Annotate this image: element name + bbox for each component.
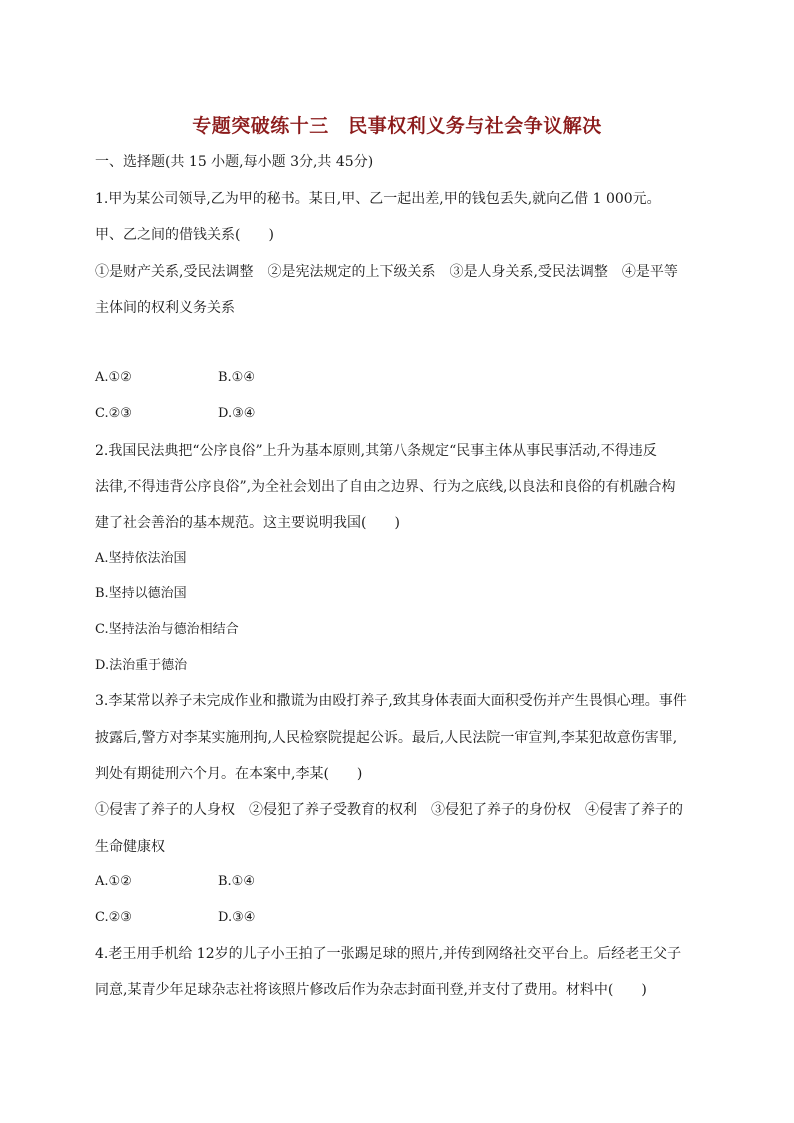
- section-heading: 一、选择题(共 15 小题,每小题 3分,共 45分): [95, 154, 374, 170]
- option-c: C.②③: [95, 910, 132, 925]
- option-a: A.坚持依法治国: [95, 551, 187, 566]
- question-text-line: 法律,不得违背公序良俗”,为全社会划出了自由之边界、行为之底线,以良法和良俗的有机融合构: [95, 479, 676, 495]
- question-text-line: 生命健康权: [95, 839, 165, 855]
- option-c: C.②③: [95, 406, 132, 421]
- option-d: D.③④: [218, 910, 256, 925]
- question-text-line: 披露后,警方对李某实施刑拘,人民检察院提起公诉。最后,人民法院一审宣判,李某犯故意伤害罪,: [95, 730, 678, 746]
- option-b: B.①④: [218, 874, 255, 889]
- question-text-line: 判处有期徒刑六个月。在本案中,李某( ): [95, 766, 363, 782]
- question-text-line: 甲、乙之间的借钱关系( ): [95, 227, 274, 243]
- question-text-line: 4.老王用手机给 12岁的儿子小王拍了一张踢足球的照片,并传到网络社交平台上。后经老王父子: [95, 946, 682, 962]
- option-b: B.坚持以德治国: [95, 586, 187, 601]
- question-text-line: 主体间的权利义务关系: [95, 300, 235, 316]
- question-text-line: 3.李某常以养子未完成作业和撒谎为由殴打养子,致其身体表面大面积受伤并产生畏惧心理。事件: [95, 693, 687, 709]
- question-text-line: ①是财产关系,受民法调整 ②是宪法规定的上下级关系 ③是人身关系,受民法调整 ④是平等: [95, 264, 678, 280]
- option-d: D.③④: [218, 406, 256, 421]
- question-text-line: 建了社会善治的基本规范。这主要说明我国( ): [95, 515, 400, 531]
- option-a: A.①②: [95, 370, 132, 385]
- question-text-line: ①侵害了养子的人身权 ②侵犯了养子受教育的权利 ③侵犯了养子的身份权 ④侵害了养子的: [95, 802, 683, 818]
- question-text-line: 同意,某青少年足球杂志社将该照片修改后作为杂志封面刊登,并支付了费用。材料中( ): [95, 982, 647, 998]
- option-a: A.①②: [95, 874, 132, 889]
- page-title: 专题突破练十三 民事权利义务与社会争议解决: [192, 115, 602, 137]
- question-text-line: 2.我国民法典把“公序良俗”上升为基本原则,其第八条规定“民事主体从事民事活动,不得违反: [95, 443, 657, 459]
- question-text-line: 1.甲为某公司领导,乙为甲的秘书。某日,甲、乙一起出差,甲的钱包丢失,就向乙借 1 000元。: [95, 191, 661, 207]
- option-d: D.法治重于德治: [95, 658, 188, 673]
- option-c: C.坚持法治与德治相结合: [95, 622, 239, 637]
- option-b: B.①④: [218, 370, 255, 385]
